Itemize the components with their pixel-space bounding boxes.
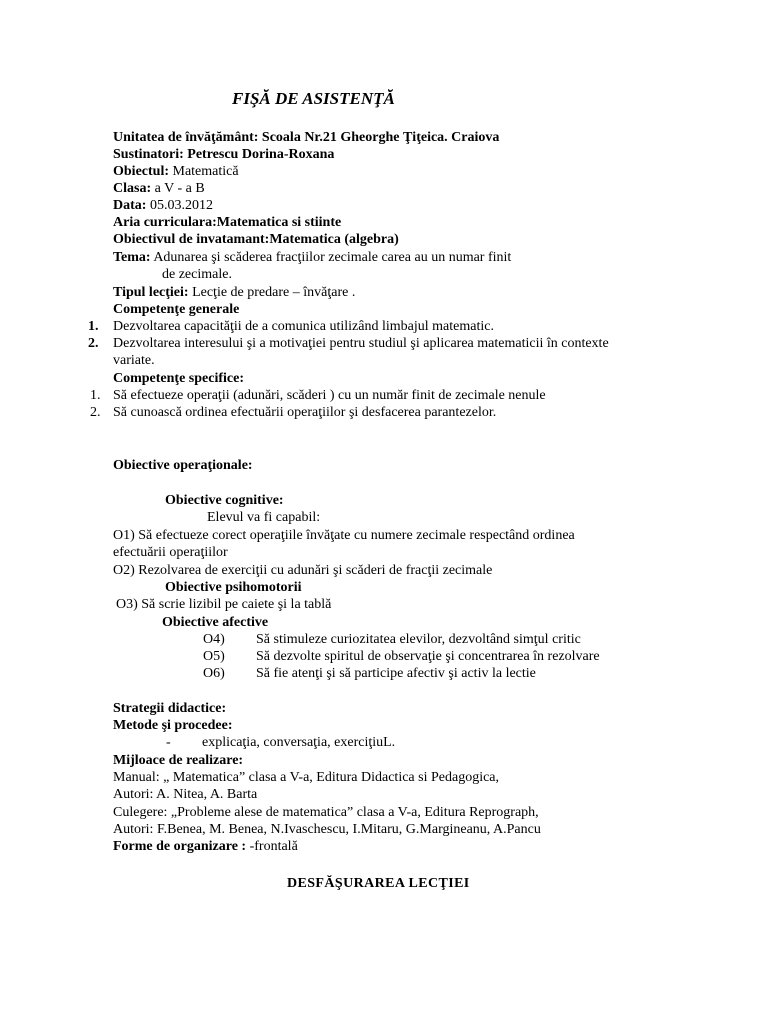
cs-item-1-num: 1.: [90, 388, 101, 403]
obiective-psihomotorii-heading: Obiective psihomotorii: [165, 580, 302, 595]
sustinatori-line: Sustinatori: Petrescu Dorina-Roxana: [113, 147, 335, 162]
o3-line: O3) Să scrie lizibil pe caiete şi la tablă: [116, 597, 332, 612]
clasa-line: [113, 180, 205, 197]
tema-continuation: de zecimale.: [162, 267, 232, 282]
metode-heading: Metode şi procedee:: [113, 718, 233, 733]
o6-code: O6): [203, 666, 225, 681]
metode-text: explicaţia, conversaţia, exerciţiuL.: [202, 735, 396, 750]
mijloace-heading: Mijloace de realizare:: [113, 753, 244, 768]
obiectiv-invatamant-line: Obiectivul de invatamant:Matematica (algebra): [113, 232, 399, 247]
cg-item-1-text: Dezvoltarea capacităţii de a comunica utilizând limbajul matematic.: [113, 319, 494, 334]
tipul-line: [113, 284, 355, 301]
o4-text: Să stimuleze curiozitatea elevilor, dezvoltând simţul critic: [256, 632, 581, 647]
aria-line: Aria curriculara:Matematica si stiinte: [113, 215, 342, 230]
unitate-line: Unitatea de învăţământ: Scoala Nr.21 Gheorghe Ţiţeica. Craiova: [113, 130, 500, 145]
tipul-label: Tipul lecţiei:: [113, 285, 189, 300]
forme-label: Forme de organizare :: [113, 839, 247, 854]
tema-value: Adunarea şi scăderea fracţiilor zecimale carea au un numar finit: [150, 250, 512, 265]
obiective-operationale-heading: Obiective operaţionale:: [113, 458, 253, 473]
tema-line: [113, 249, 511, 266]
o1-continuation: efectuării operaţiilor: [113, 545, 228, 560]
data-label: Data:: [113, 198, 147, 213]
o5-code: O5): [203, 649, 225, 664]
elevul-line: Elevul va fi capabil:: [207, 510, 321, 525]
forme-value: -frontală: [246, 839, 298, 854]
forme-line: [113, 838, 298, 855]
document-title: FIŞĂ DE ASISTENŢĂ: [232, 89, 395, 108]
cg-item-2-num: 2.: [88, 336, 99, 351]
o6-text: Să fie atenţi şi să participe afectiv şi activ la lectie: [256, 666, 536, 681]
cs-item-1-text: Să efectueze operaţii (adunări, scăderi ) cu un număr finit de zecimale nenule: [113, 388, 546, 403]
clasa-value: a V - a B: [151, 181, 205, 196]
strategii-heading: Strategii didactice:: [113, 701, 227, 716]
culegere-autori-line: Autori: F.Benea, M. Benea, N.Ivaschescu, I.Mitaru, G.Margineanu, A.Pancu: [113, 822, 541, 837]
data-value: 05.03.2012: [146, 198, 213, 213]
desfasurarea-heading: DESFĂŞURAREA LECŢIEI: [287, 876, 470, 891]
tema-label: Tema:: [113, 250, 151, 265]
cg-item-2-text: Dezvoltarea interesului şi a motivaţiei pentru studiul şi aplicarea matematicii în contexte: [113, 336, 609, 351]
manual-line: Manual: „ Matematica” clasa a V-a, Editura Didactica si Pedagogica,: [113, 770, 500, 785]
o5-text: Să dezvolte spiritul de observaţie şi concentrarea în rezolvare: [256, 649, 600, 664]
obiectul-label: Obiectul:: [113, 164, 169, 179]
obiective-cognitive-heading: Obiective cognitive:: [165, 493, 284, 508]
metode-dash: -: [166, 735, 171, 750]
o2-line: O2) Rezolvarea de exerciţii cu adunări şi scăderi de fracţii zecimale: [113, 563, 493, 578]
cg-item-1-num: 1.: [88, 319, 99, 334]
o4-code: O4): [203, 632, 225, 647]
o1-line: O1) Să efectueze corect operaţiile învăţate cu numere zecimale respectând ordinea: [113, 528, 575, 543]
manual-autori-line: Autori: A. Nitea, A. Barta: [113, 787, 258, 802]
obiectul-line: [113, 163, 239, 180]
cs-item-2-text: Să cunoască ordinea efectuării operaţiilor şi desfacerea parantezelor.: [113, 405, 497, 420]
competente-generale-heading: Competenţe generale: [113, 302, 240, 317]
cg-item-2-continuation: variate.: [113, 353, 155, 368]
obiectul-value: Matematică: [169, 164, 239, 179]
cs-item-2-num: 2.: [90, 405, 101, 420]
data-line: [113, 197, 213, 214]
tipul-value: Lecţie de predare – învăţare .: [188, 285, 356, 300]
obiective-afective-heading: Obiective afective: [162, 615, 269, 630]
culegere-line: Culegere: „Probleme alese de matematica” clasa a V-a, Editura Reprograph,: [113, 805, 539, 820]
clasa-label: Clasa:: [113, 181, 152, 196]
competente-specifice-heading: Competenţe specifice:: [113, 371, 245, 386]
